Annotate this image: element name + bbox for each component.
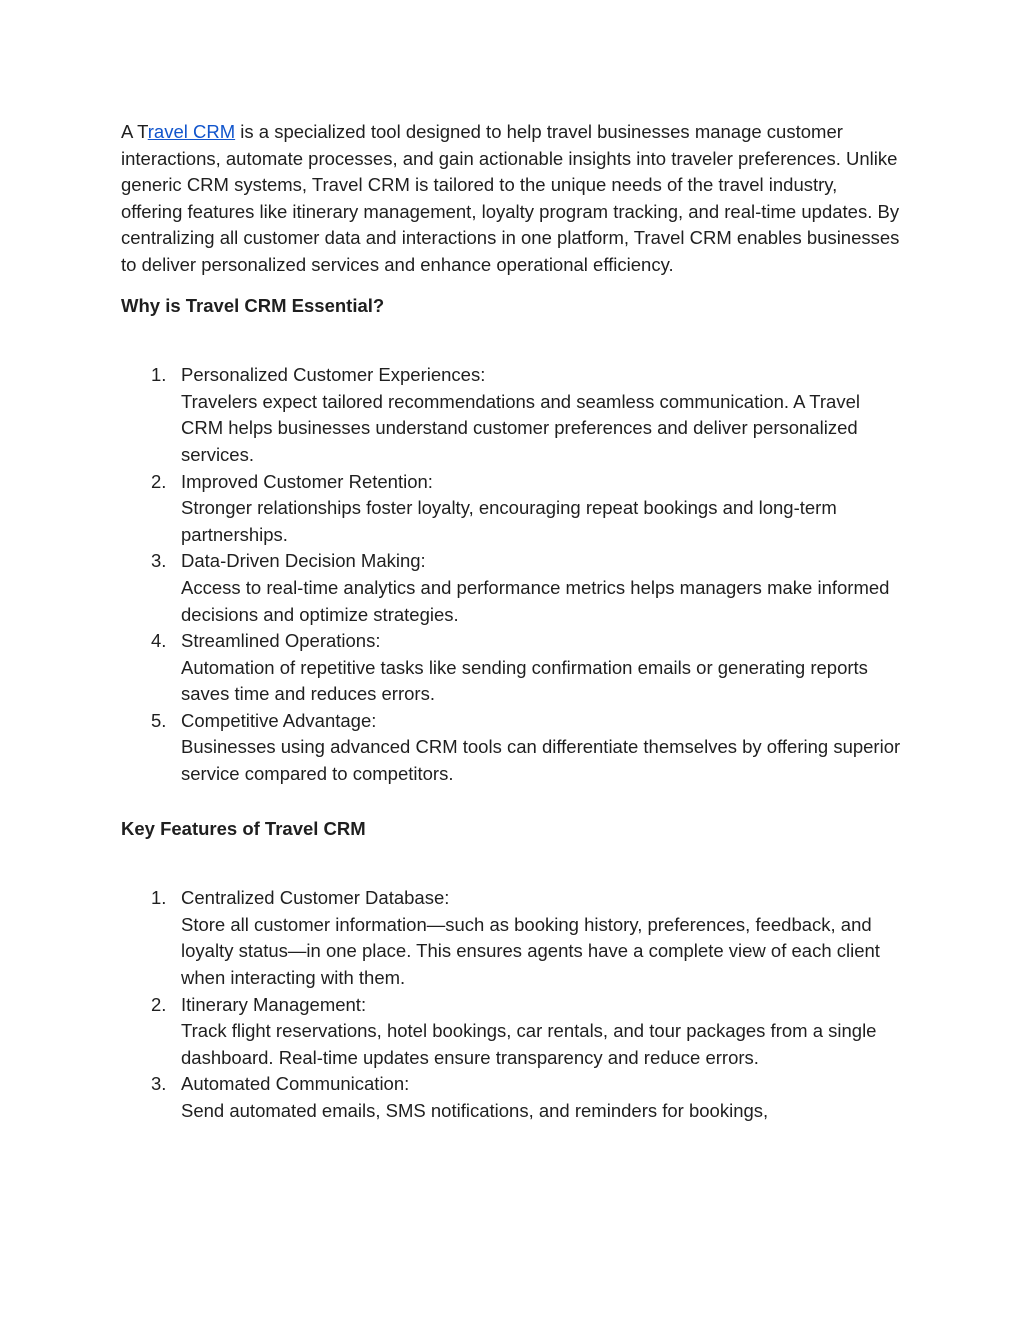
intro-body: is a specialized tool designed to help travel businesses manage customer interactions, automate processes, and gain actionable insights into traveler preferences. Unlike generic CRM systems, Travel CRM is tailored to the unique needs of the travel industry, offering features like itinerary management, loyalty program tracking, and real-time updates. By centralizing all customer data and interactions in one platform, Travel CRM enables businesses to deliver personalized services and enhance operational efficiency. [121,121,900,275]
item-title: Automated Communication: [181,1073,410,1095]
document-page [121,119,901,1125]
intro-prefix: A T [121,121,148,142]
item-description: Automation of repetitive tasks like sending confirmation emails or generating reports saves time and reduces errors. [181,656,868,705]
list-number: 4. [151,630,167,652]
list-number: 1. [151,887,167,909]
item-title: Data-Driven Decision Making: [181,550,426,572]
travel-crm-link[interactable]: ravel CRM [147,121,236,142]
item-description: Stronger relationships foster loyalty, encouraging repeat bookings and long-term partnerships. [181,497,837,545]
item-description: Track flight reservations, hotel bookings, car rentals, and tour packages from a single dashboard. Real-time updates ensure transparency and reduce errors. [181,1020,877,1068]
list-number: 3. [151,550,167,572]
item-title: Centralized Customer Database: [181,887,450,909]
list-item [121,362,901,468]
list-item [121,708,901,788]
features-list [121,885,901,1124]
item-description: Store all customer information—such as booking history, preferences, feedback, and loyalty status—in one place. This ensures agents have a complete view of each client when interacting with them. [181,913,880,989]
list-item [121,992,901,1072]
item-title: Competitive Advantage: [181,709,377,731]
list-item [121,548,901,628]
item-description: Send automated emails, SMS notifications, and reminders for bookings, [181,1100,769,1121]
intro-paragraph [121,119,901,279]
item-title: Personalized Customer Experiences: [181,364,486,386]
list-number: 5. [151,709,167,731]
item-description: Businesses using advanced CRM tools can differentiate themselves by offering superior service compared to competitors. [181,736,901,785]
item-title: Streamlined Operations: [181,630,381,652]
item-title: Itinerary Management: [181,993,367,1015]
why-list [121,362,901,788]
why-heading: Why is Travel CRM Essential? [121,294,385,316]
item-title: Improved Customer Retention: [181,470,433,492]
features-heading: Key Features of Travel CRM [121,817,366,839]
item-description: Travelers expect tailored recommendations and seamless communication. A Travel CRM helps businesses understand customer preferences and deliver personalized services. [181,390,860,465]
item-description: Access to real-time analytics and performance metrics helps managers make informed decisions and optimize strategies. [181,576,890,625]
list-number: 2. [151,993,167,1015]
list-number: 3. [151,1073,167,1095]
list-item [121,1071,901,1124]
list-item [121,628,901,708]
list-item [121,469,901,549]
list-number: 1. [151,364,167,386]
list-item [121,885,901,991]
list-number: 2. [151,470,167,492]
